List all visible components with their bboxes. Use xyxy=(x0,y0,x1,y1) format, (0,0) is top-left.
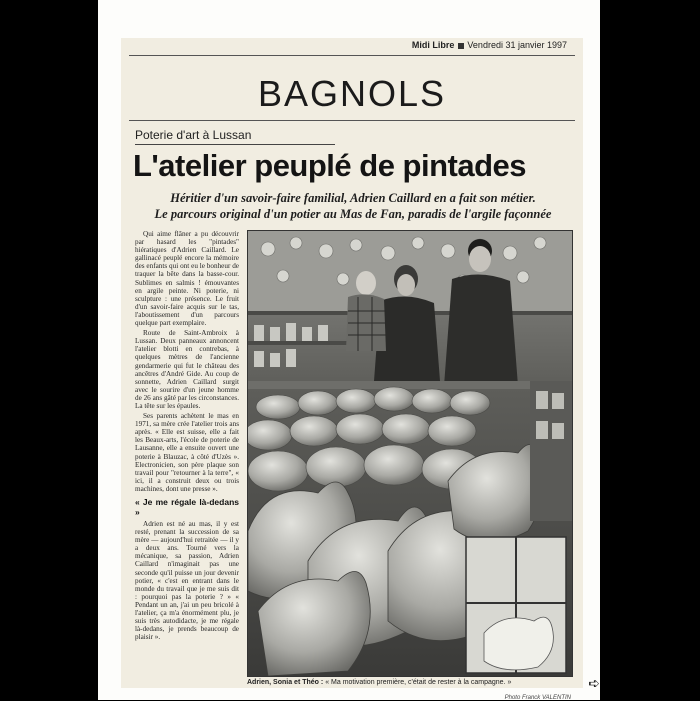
newspaper-name: Midi Libre xyxy=(411,40,455,50)
section-rule xyxy=(129,120,575,121)
bullet-square-icon xyxy=(458,43,464,49)
pottery-workshop-photo xyxy=(248,231,572,676)
article-photo xyxy=(247,230,573,677)
caption-quote: « Ma motivation première, c'était de rester à la campagne. » xyxy=(325,679,512,686)
standfirst-line-2: Le parcours original d'un potier au Mas de Fan, paradis de l'argile façonnée xyxy=(154,207,552,221)
body-paragraph: Adrien est né au mas, il y est resté, prenant la succession de sa mère — aujourd'hui retraitée — il y a deux ans. Tourné vers la mécanique, sa passion, Adrien Caillard n'imaginait pas une seconde qu'il puisse un jour devenir potier, « c'est en entrant dans le monde du travail que je me suis dit : pourquoi pas la poterie ? » « Pendant un an, j'ai un peu bricolé à l'atelier, ça m'a énormément plu, je suis très autodidacte, je me régale là-dedans, je prends beaucoup de plaisir ». xyxy=(135,520,239,642)
article-body xyxy=(135,230,239,643)
masthead xyxy=(412,40,567,50)
body-paragraph: Ses parents achètent le mas en 1971, sa mère crée l'atelier trois ans après. « Elle est suisse, elle a fait les Beaux-arts, l'école de poterie de Lausanne, elle a ensuite ouvert une poterie à Blauzac, à côté d'Uzès ». Electronicien, son père plaque son travail pour "retourner à la terre", « ici, il a construit deux ou trois machines, dont une presse ». xyxy=(135,412,239,493)
section-title: BAGNOLS xyxy=(257,73,447,114)
body-paragraph: Route de Saint-Ambroix à Lussan. Deux panneaux annoncent l'atelier blotti en contrebas, à quelques mètres de l'ancienne gendarmerie qui fut le château des ancêtres d'André Gide. Au coup de sonnette, Adrien Caillard surgit avec le sourire d'un jeune homme de 26 ans gâté par les circonstances. La tête sur les épaules. xyxy=(135,329,239,410)
photo-credit: Photo Franck VALENTIN xyxy=(504,695,571,701)
body-paragraph: Qui aime flâner a pu découvrir par hasard les "pintades" hiératiques d'Adrien Caillard. Le gallinacé peuplé encore la mémoire des enfants qui ont eu le bonheur de traquer la bête dans la basse-cour. Sublimes en salmis ! émouvantes en argile peinte. Ni poterie, ni sculpture : une présence. Le fruit d'un savoir-faire acquis sur le tas, l'aboutissement d'un parcours quelque part exemplaire. xyxy=(135,230,239,328)
kicker-underline xyxy=(135,144,335,145)
intertitle: « Je me régale là-dedans » xyxy=(135,497,239,517)
caption-names: Adrien, Sonia et Théo : xyxy=(247,679,324,686)
kicker: Poterie d'art à Lussan xyxy=(135,128,252,142)
publication-date: Vendredi 31 janvier 1997 xyxy=(467,40,567,50)
standfirst-line-1: Héritier d'un savoir-faire familial, Adrien Caillard en a fait son métier. xyxy=(170,191,536,205)
newspaper-clipping xyxy=(121,38,583,701)
corner-arrow-icon: ➪ xyxy=(588,675,600,691)
headline: L'atelier peuplé de pintades xyxy=(133,148,527,183)
top-rule xyxy=(129,55,575,56)
photo-caption xyxy=(247,679,573,687)
standfirst xyxy=(133,190,573,222)
